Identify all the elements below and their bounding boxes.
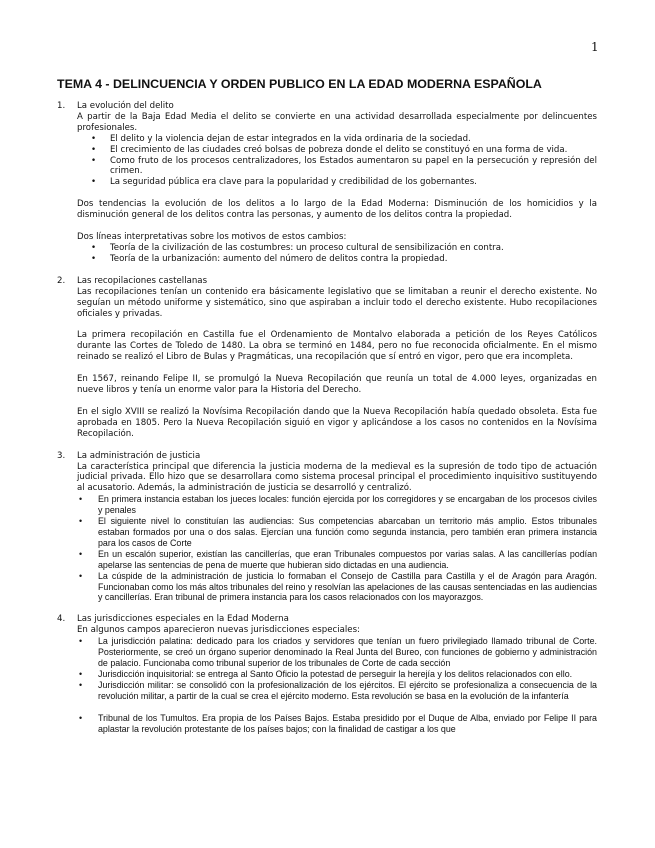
list-item: • La cúspide de la administración de justicia lo formaban el Consejo de Castilla para Castilla y el de Aragón para Aragón. Funcionaban como los más altos tribunales del reino y resolvían las apelaciones de las causas sentenciadas en las audiencias y cancillerías. Eran tribunal de primera instancia para los casos relacionados con los mayorazgos. [77,571,597,604]
section-body [77,462,597,495]
document-body [57,101,597,745]
document-title: TEMA 4 - DELINCUENCIA Y ORDEN PUBLICO EN LA EDAD MODERNA ESPAÑOLA [57,77,542,91]
section-title: Las recopilaciones castellanas [77,275,208,286]
section-number: 1. [57,101,66,111]
list-item: • El siguiente nivel lo constituían las audiencias: Sus competencias abarcaban un territorio más amplio. Estos tribunales estaban formados por una o dos salas. Ejercían una función como segunda instancia, pero también eran primera instancia para los casos de Corte [77,516,597,549]
section-number: 2. [57,275,66,286]
section-heading [57,276,597,287]
section-heading [57,101,597,112]
bullet-list [57,636,597,734]
paragraph: La primera recopilación en Castilla fue el Ordenamiento de Montalvo elaborada a petición de los Reyes Católicos durante las Cortes de Toledo de 1480. La obra se terminó en 1484, pero no fue reconocida oficialmente. En el mismo reinado se realizó el Libro de Bulas y Pragmáticas, una recopilación que sí entró en vigor, pero que era incompleta. [77,330,597,363]
page-number: 1 [591,40,599,54]
paragraph: A partir de la Baja Edad Media el delito se convierte en una actividad desarrollada especialmente por delincuentes profesionales. [77,111,597,133]
list-item: • En un escalón superior, existían las cancillerías, que eran Tribunales compuestos por varias salas. A las cancillerías podían apelarse las sentencias de pena de muerte que hubieran sido dictadas en una audiencia. [77,549,597,571]
list-item: • Teoría de la civilización de las costumbres: un proceso cultural de sensibilización en contra. [89,243,597,254]
list-item: • Jurisdicción inquisitorial: se entrega al Santo Oficio la potestad de perseguir la herejía y los delitos relacionados con ello. [77,669,597,680]
paragraph: Las recopilaciones tenían un contenido era básicamente legislativo que se limitaban a reunir el derecho existente. No seguían un método uniforme y sistemático, sino que aspiraban a incluir todo el derecho existente. Hubo recopilaciones oficiales y privadas. [77,286,597,319]
section-body [77,625,597,636]
list-item: • Teoría de la urbanización: aumento del número de delitos contra la propiedad. [89,254,597,265]
paragraph: En algunos campos aparecieron nuevas jurisdicciones especiales: [77,625,360,636]
list-item: • El crecimiento de las ciudades creó bolsas de pobreza donde el delito se constituyó en una forma de vida. [89,145,597,156]
list-item: • Como fruto de los procesos centralizadores, los Estados aumentaron su papel en la persecución y represión del crimen. [89,156,597,178]
list-item: • El delito y la violencia dejan de estar integrados en la vida ordinaria de la sociedad. [89,134,597,145]
list-item: • La jurisdicción palatina: dedicado para los criados y servidores que tenían un fuero privilegiado llamado tribunal de Corte. Posteriormente, se creó un órgano superior denominado la Real Junta del Bureo, con funciones de gobierno y administración de palacio. Funcionaba como tribunal superior de los tribunales de Corte de cada sección [77,636,597,669]
list-item: • Jurisdicción militar: se consolidó con la profesionalización de los ejércitos. El ejército se profesionaliza a consecuencia de la revolución militar, a partir de la cual se crea el ejército moderno. Esta revolución se basa en la evolución de la infantería [77,680,597,702]
section-title: Las jurisdicciones especiales en la Edad Moderna [77,614,289,625]
bullet-list [77,134,597,189]
section-number: 3. [57,450,66,461]
paragraph: Dos líneas interpretativas sobre los motivos de estos cambios: [77,232,347,243]
paragraph: En 1567, reinando Felipe II, se promulgó la Nueva Recopilación que reunía un total de 4.000 leyes, organizadas en nueve libros y tenía un enorme valor para la Historia del Derecho. [77,374,597,396]
section-body [77,287,597,440]
section-jurisdicciones-especiales [57,614,597,734]
section-title: La evolución del delito [77,101,174,111]
section-title: La administración de justicia [77,450,201,461]
bullet-list [77,243,597,265]
paragraph: Dos tendencias la evolución de los delitos a lo largo de la Edad Moderna: Disminución de los homicidios y la disminución general de los delitos contra las personas, y aumento de los delitos contra la propiedad. [77,199,597,221]
paragraph: En el siglo XVIII se realizó la Novísima Recopilación dando que la Nueva Recopilación había quedado obsoleta. Esta fue aprobada en 1805. Pero la Nueva Recopilación siguió en vigor y aplicándose a los casos no contenidos en la Novísima Recopilación. [77,406,597,439]
section-heading [57,614,597,625]
section-body [77,112,597,265]
list-item: • La seguridad pública era clave para la popularidad y credibilidad de los gobernantes. [89,177,597,188]
list-item: • Tribunal de los Tumultos. Era propia de los Países Bajos. Estaba presidido por el Duque de Alba, enviado por Felipe II para aplastar la revolución protestante de los países bajos; con la finalidad de castigar a los que [77,713,597,735]
section-heading [57,451,597,462]
section-administracion-justicia [57,451,597,604]
list-item: • En primera instancia estaban los jueces locales: función ejercida por los corregidores y se encargaban de los procesos civiles y penales [77,494,597,516]
section-number: 4. [57,614,66,625]
section-recopilaciones [57,276,597,440]
bullet-list [57,494,597,603]
paragraph: La característica principal que diferencia la justicia moderna de la medieval es la supresión de todo tipo de actuación judicial privada. Ello hizo que se desarrollara como sistema procesal principal el procedimiento inquisitivo sustituyendo al acusatorio. Además, la administración de justicia se desarrolló y centralizó. [77,461,597,494]
section-evolucion-delito [57,101,597,265]
